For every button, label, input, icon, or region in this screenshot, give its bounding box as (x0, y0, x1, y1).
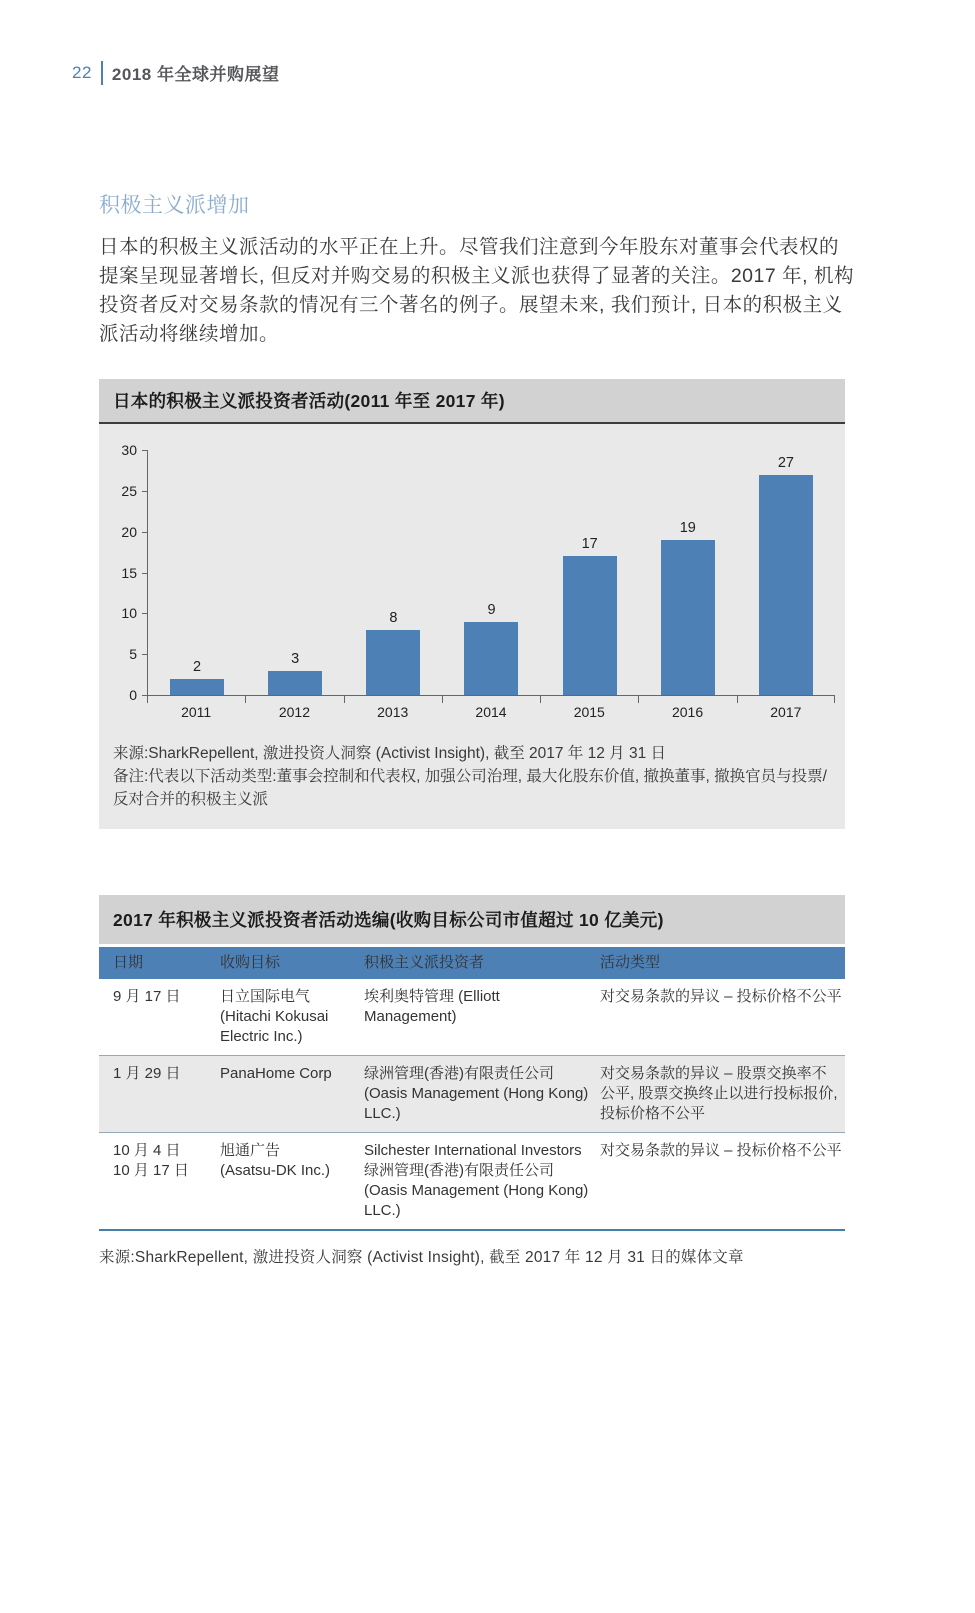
table-cell: 埃利奥特管理 (Elliott Management) (364, 988, 500, 1025)
chart-source: 来源:SharkRepellent, 激进投资人洞察 (Activist Insight), 截至 2017 年 12 月 31 日 (113, 745, 667, 762)
column-header: 日期 (113, 954, 144, 971)
content-column (99, 189, 857, 1267)
chart-bar (563, 556, 617, 695)
chart-bar (366, 630, 420, 695)
column-header: 活动类型 (600, 954, 661, 971)
x-tick-mark (638, 696, 639, 703)
table-row (99, 1132, 845, 1229)
table-cell: 对交易条款的异议 – 股票交换率不公平, 股票交换终止以进行投标报价, 投标价格不公平 (600, 1065, 838, 1122)
x-tick-label: 2014 (475, 704, 507, 720)
bar-value-label: 17 (581, 536, 598, 553)
chart-plot (147, 450, 835, 696)
bar-slot (639, 450, 737, 695)
x-tick-label: 2016 (671, 704, 704, 720)
bar-value-label: 3 (291, 650, 300, 667)
x-tick-mark (147, 696, 148, 703)
chart-bar (268, 671, 322, 696)
table-cell: 对交易条款的异议 – 投标价格不公平 (600, 1142, 842, 1159)
x-tick-label: 2011 (181, 704, 212, 720)
x-tick-label: 2015 (573, 704, 605, 720)
table-cell: 10 月 4 日 10 月 17 日 (113, 1142, 189, 1179)
table-cell: 对交易条款的异议 – 投标价格不公平 (600, 988, 842, 1005)
table-row (99, 1055, 845, 1132)
x-tick-label: 2017 (770, 704, 802, 720)
table-body (99, 979, 845, 1231)
activist-table (99, 947, 845, 1231)
table-cell: 旭通广告 (Asatsu-DK Inc.) (220, 1142, 331, 1179)
chart-title: 日本的积极主义派投资者活动(2011 年至 2017 年) (99, 379, 845, 424)
bar-slot (246, 450, 344, 695)
chart-y-axis: 0 5 10 15 20 25 30 (111, 450, 147, 695)
chart-bar (661, 540, 715, 695)
x-tick-mark (245, 696, 246, 703)
column-header: 收购目标 (220, 954, 281, 971)
chart-bar (759, 475, 813, 696)
bar-slot (541, 450, 639, 695)
x-tick-label: 2012 (278, 704, 310, 720)
table-header-row (99, 947, 845, 979)
page-header (72, 0, 975, 85)
chart-notes (111, 742, 835, 811)
chart-note: 备注:代表以下活动类型:董事会控制和代表权, 加强公司治理, 最大化股东价值, 撤换董事, 撤换官员与投票/反对合并的积极主义派 (113, 768, 827, 808)
document-title: 2018 年全球并购展望 (111, 65, 280, 84)
table-cell: 9 月 17 日 (113, 988, 181, 1005)
table-cell: 1 月 29 日 (113, 1065, 181, 1082)
chart-bar (170, 679, 224, 695)
bar-slot (148, 450, 246, 695)
table-row (99, 979, 845, 1055)
bar-value-label: 27 (777, 454, 794, 471)
x-tick-mark (344, 696, 345, 703)
x-tick-mark (834, 696, 835, 703)
bar-value-label: 9 (487, 601, 496, 618)
x-tick-mark (737, 696, 738, 703)
body-paragraph: 日本的积极主义派活动的水平正在上升。尽管我们注意到今年股东对董事会代表权的提案呈现显著增长, 但反对并购交易的积极主义派也获得了显著的关注。2017 年, 机构投资者反对交易条款的情况有三个著名的例子。展望未来, 我们预计, 日本的积极主义派活动将继续增加。 (99, 236, 854, 345)
bar-slot (442, 450, 540, 695)
header-divider (101, 61, 103, 85)
table-cell: 绿洲管理(香港)有限责任公司 (Oasis Management (Hong Kong) LLC.) (364, 1065, 589, 1122)
table-title: 2017 年积极主义派投资者活动选编(收购目标公司市值超过 10 亿美元) (99, 895, 845, 944)
section-heading: 积极主义派增加 (99, 194, 250, 217)
x-tick-mark (442, 696, 443, 703)
bar-slot (737, 450, 835, 695)
column-header: 积极主义派投资者 (364, 954, 485, 971)
table-source: 来源:SharkRepellent, 激进投资人洞察 (Activist Insight), 截至 2017 年 12 月 31 日的媒体文章 (99, 1249, 744, 1266)
x-tick-label: 2013 (377, 704, 409, 720)
x-tick-mark (540, 696, 541, 703)
table-section (99, 895, 845, 1267)
chart-panel (99, 379, 845, 829)
bar-value-label: 8 (389, 609, 398, 626)
chart-x-axis (147, 696, 835, 726)
bar-value-label: 2 (193, 658, 202, 675)
chart-bar (464, 622, 518, 696)
chart-body (99, 424, 845, 829)
table-cell: Silchester International Investors 绿洲管理(香港)有限责任公司 (Oasis Management (Hong Kong) LLC.) (364, 1142, 589, 1219)
bar-value-label: 19 (679, 519, 696, 536)
table-cell: 日立国际电气 (Hitachi Kokusai Electric Inc.) (220, 988, 329, 1045)
page-number: 22 (72, 62, 92, 82)
bar-slot (344, 450, 442, 695)
table-cell: PanaHome Corp (220, 1065, 332, 1082)
chart-plot-row (111, 442, 835, 703)
